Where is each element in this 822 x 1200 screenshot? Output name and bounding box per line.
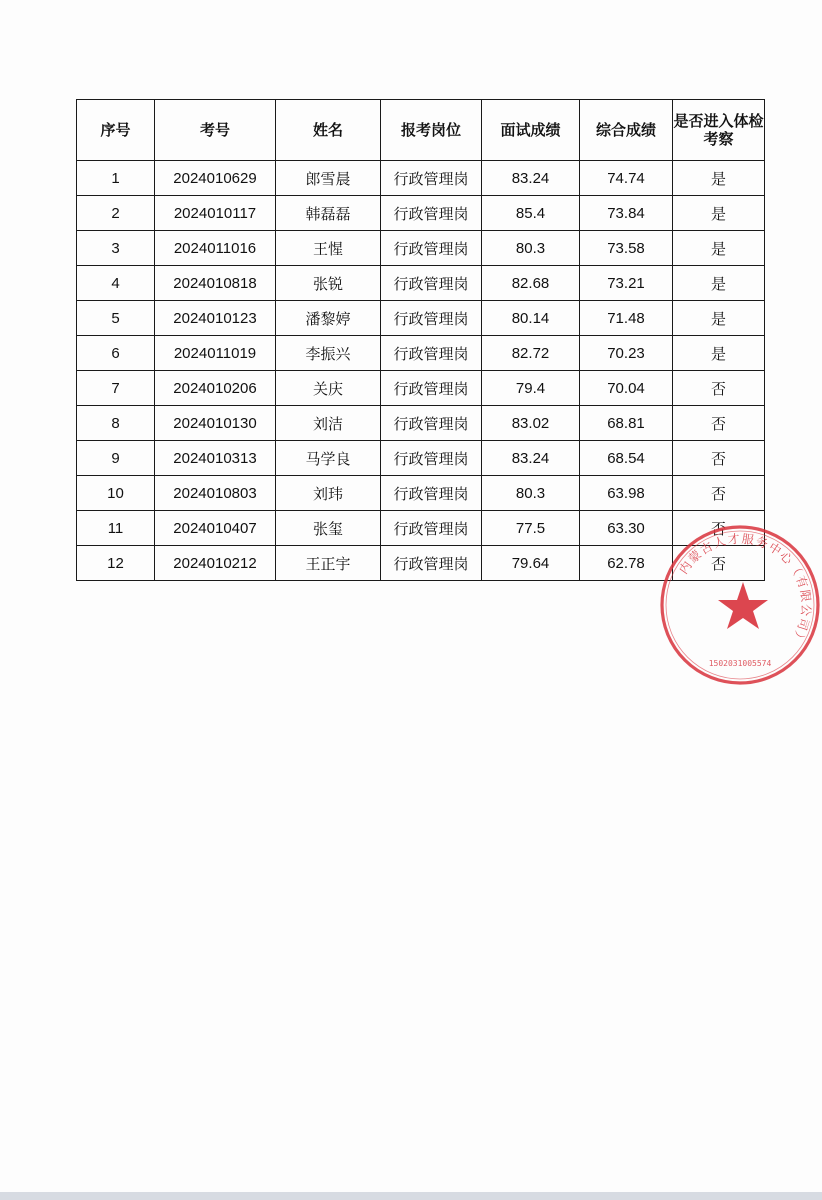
row-exam-id: 2024010407 bbox=[155, 511, 276, 546]
row-index: 10 bbox=[77, 476, 155, 511]
row-advance: 否 bbox=[673, 546, 765, 581]
row-index: 6 bbox=[77, 336, 155, 371]
row-post: 行政管理岗 bbox=[381, 476, 482, 511]
seal-number: 1502031005574 bbox=[708, 659, 772, 668]
row-index: 4 bbox=[77, 266, 155, 301]
row-advance: 否 bbox=[673, 406, 765, 441]
row-interview-score: 85.4 bbox=[482, 196, 580, 231]
row-advance: 否 bbox=[673, 441, 765, 476]
seal-star-icon bbox=[718, 582, 768, 629]
row-advance: 是 bbox=[673, 336, 765, 371]
header-overall-score: 综合成绩 bbox=[580, 100, 673, 161]
row-name: 马学良 bbox=[276, 441, 381, 476]
row-exam-id: 2024010130 bbox=[155, 406, 276, 441]
row-index: 8 bbox=[77, 406, 155, 441]
row-name: 刘玮 bbox=[276, 476, 381, 511]
row-name: 刘洁 bbox=[276, 406, 381, 441]
table-row bbox=[77, 231, 765, 266]
row-index: 3 bbox=[77, 231, 155, 266]
header-advance: 是否进入体检考察 bbox=[673, 100, 765, 161]
row-index: 1 bbox=[77, 161, 155, 196]
row-name: 王惺 bbox=[276, 231, 381, 266]
row-name: 郎雪晨 bbox=[276, 161, 381, 196]
table-row bbox=[77, 266, 765, 301]
row-interview-score: 79.64 bbox=[482, 546, 580, 581]
row-overall-score: 70.23 bbox=[580, 336, 673, 371]
table-row bbox=[77, 511, 765, 546]
row-index: 2 bbox=[77, 196, 155, 231]
table-row bbox=[77, 336, 765, 371]
row-name: 潘黎婷 bbox=[276, 301, 381, 336]
row-post: 行政管理岗 bbox=[381, 161, 482, 196]
row-overall-score: 63.98 bbox=[580, 476, 673, 511]
header-interview-score: 面试成绩 bbox=[482, 100, 580, 161]
row-post: 行政管理岗 bbox=[381, 266, 482, 301]
row-post: 行政管理岗 bbox=[381, 546, 482, 581]
row-interview-score: 83.02 bbox=[482, 406, 580, 441]
row-post: 行政管理岗 bbox=[381, 231, 482, 266]
row-name: 李振兴 bbox=[276, 336, 381, 371]
row-post: 行政管理岗 bbox=[381, 301, 482, 336]
row-interview-score: 83.24 bbox=[482, 441, 580, 476]
header-row bbox=[77, 100, 765, 161]
row-exam-id: 2024010803 bbox=[155, 476, 276, 511]
row-interview-score: 79.4 bbox=[482, 371, 580, 406]
row-exam-id: 2024010123 bbox=[155, 301, 276, 336]
row-post: 行政管理岗 bbox=[381, 441, 482, 476]
row-overall-score: 70.04 bbox=[580, 371, 673, 406]
row-advance: 否 bbox=[673, 511, 765, 546]
header-name: 姓名 bbox=[276, 100, 381, 161]
row-advance: 是 bbox=[673, 161, 765, 196]
row-overall-score: 73.58 bbox=[580, 231, 673, 266]
row-exam-id: 2024011016 bbox=[155, 231, 276, 266]
table-row bbox=[77, 371, 765, 406]
row-interview-score: 80.3 bbox=[482, 476, 580, 511]
row-post: 行政管理岗 bbox=[381, 371, 482, 406]
row-name: 张锐 bbox=[276, 266, 381, 301]
row-interview-score: 80.14 bbox=[482, 301, 580, 336]
row-exam-id: 2024011019 bbox=[155, 336, 276, 371]
table-row bbox=[77, 441, 765, 476]
row-overall-score: 71.48 bbox=[580, 301, 673, 336]
row-advance: 是 bbox=[673, 231, 765, 266]
header-post: 报考岗位 bbox=[381, 100, 482, 161]
row-post: 行政管理岗 bbox=[381, 511, 482, 546]
row-interview-score: 82.68 bbox=[482, 266, 580, 301]
results-table bbox=[76, 99, 765, 581]
header-exam-id: 考号 bbox=[155, 100, 276, 161]
table-row bbox=[77, 161, 765, 196]
row-index: 7 bbox=[77, 371, 155, 406]
row-index: 12 bbox=[77, 546, 155, 581]
row-advance: 否 bbox=[673, 371, 765, 406]
row-index: 9 bbox=[77, 441, 155, 476]
row-advance: 否 bbox=[673, 476, 765, 511]
row-interview-score: 77.5 bbox=[482, 511, 580, 546]
row-exam-id: 2024010629 bbox=[155, 161, 276, 196]
row-index: 11 bbox=[77, 511, 155, 546]
row-post: 行政管理岗 bbox=[381, 336, 482, 371]
row-name: 王正宇 bbox=[276, 546, 381, 581]
table-row bbox=[77, 406, 765, 441]
table-row bbox=[77, 546, 765, 581]
row-exam-id: 2024010313 bbox=[155, 441, 276, 476]
header-index: 序号 bbox=[77, 100, 155, 161]
row-name: 张玺 bbox=[276, 511, 381, 546]
row-post: 行政管理岗 bbox=[381, 196, 482, 231]
row-overall-score: 63.30 bbox=[580, 511, 673, 546]
scan-edge bbox=[0, 1192, 822, 1200]
row-overall-score: 68.81 bbox=[580, 406, 673, 441]
row-advance: 是 bbox=[673, 301, 765, 336]
row-overall-score: 74.74 bbox=[580, 161, 673, 196]
row-exam-id: 2024010117 bbox=[155, 196, 276, 231]
table-row bbox=[77, 476, 765, 511]
row-name: 关庆 bbox=[276, 371, 381, 406]
row-advance: 是 bbox=[673, 196, 765, 231]
row-overall-score: 68.54 bbox=[580, 441, 673, 476]
table-row bbox=[77, 196, 765, 231]
row-post: 行政管理岗 bbox=[381, 406, 482, 441]
row-advance: 是 bbox=[673, 266, 765, 301]
table-row bbox=[77, 301, 765, 336]
row-interview-score: 83.24 bbox=[482, 161, 580, 196]
row-interview-score: 80.3 bbox=[482, 231, 580, 266]
row-overall-score: 73.21 bbox=[580, 266, 673, 301]
seal-arc-text: 内蒙古人才服务中心（有限公司） bbox=[676, 531, 814, 648]
row-exam-id: 2024010212 bbox=[155, 546, 276, 581]
row-exam-id: 2024010818 bbox=[155, 266, 276, 301]
row-name: 韩磊磊 bbox=[276, 196, 381, 231]
row-overall-score: 73.84 bbox=[580, 196, 673, 231]
row-interview-score: 82.72 bbox=[482, 336, 580, 371]
row-index: 5 bbox=[77, 301, 155, 336]
row-exam-id: 2024010206 bbox=[155, 371, 276, 406]
row-overall-score: 62.78 bbox=[580, 546, 673, 581]
